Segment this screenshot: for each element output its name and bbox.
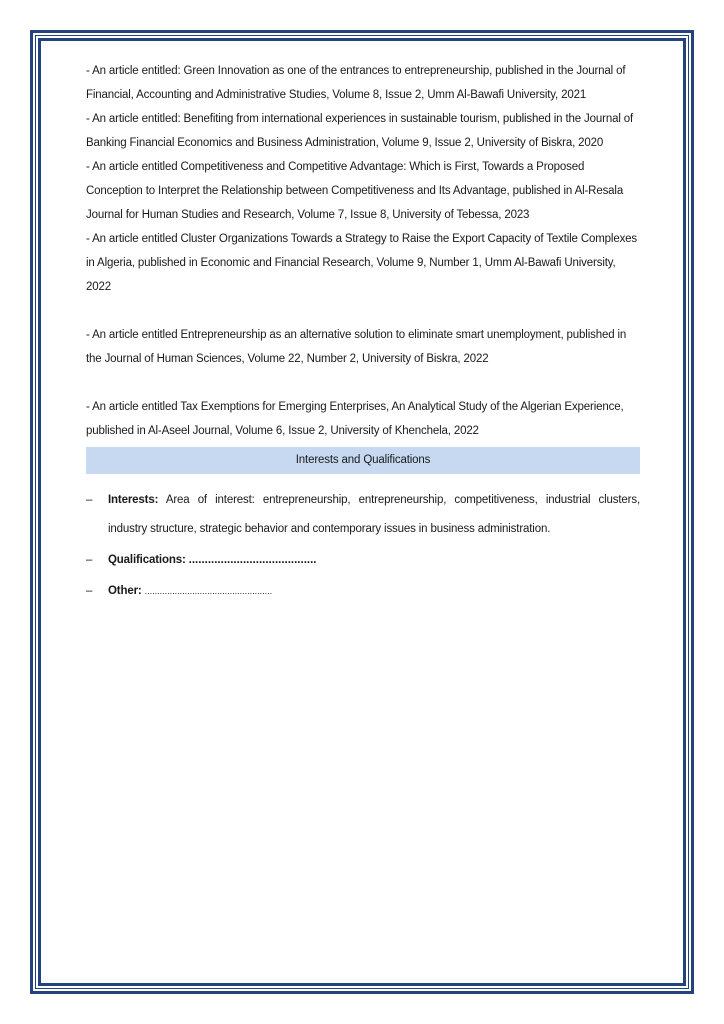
publication-entry: - An article entitled: Benefiting from international experiences in sustainable tourism, published in the Journal of Banking Financial Economics and Business Administration, Volume 9, Issue 2, University of Biskra, 2020 bbox=[86, 113, 634, 149]
section-header-interests-qualifications: Interests and Qualifications bbox=[86, 447, 640, 474]
publication-entry: - An article entitled: Green Innovation as one of the entrances to entrepreneurship, published in the Journal of Financial, Accounting and Administrative Studies, Volume 8, Issue 2, Umm Al-Bawafi University, 2021 bbox=[86, 65, 626, 101]
other-label: Other: bbox=[108, 585, 142, 597]
page-content bbox=[86, 59, 640, 606]
publication-entry: - An article entitled Cluster Organizations Towards a Strategy to Raise the Export Capacity of Textile Complexes in Algeria, published in Economic and Financial Research, Volume 9, Number 1, Umm Al-Bawafi University, 2022 bbox=[86, 233, 638, 293]
publication-entry: - An article entitled Entrepreneurship as an alternative solution to eliminate smart unemployment, published in the Journal of Human Sciences, Volume 22, Number 2, University of Biskra, 2022 bbox=[86, 329, 627, 365]
publication-entry: - An article entitled Tax Exemptions for Emerging Enterprises, An Analytical Study of the Algerian Experience, published in Al-Aseel Journal, Volume 6, Issue 2, University of Khenchela, 2022 bbox=[86, 401, 624, 437]
dash-bullet-icon: – bbox=[86, 585, 93, 597]
publication-entry: - An article entitled Competitiveness and Competitive Advantage: Which is First, Towards a Proposed Conception to Interpret the Relationship between Competitiveness and Its Advantage, published in Al-Resala Journal for Human Studies and Research, Volume 7, Issue 8, University of Tebessa, 2023 bbox=[86, 161, 624, 221]
interests-label: Interests: bbox=[108, 494, 159, 506]
qualifications-label: Qualifications: bbox=[108, 554, 186, 566]
qualifications-value: ........................................ bbox=[188, 554, 317, 566]
dash-bullet-icon: – bbox=[86, 494, 93, 506]
other-value: ................................................... bbox=[144, 586, 273, 596]
dash-bullet-icon: – bbox=[86, 554, 93, 566]
list-item-other bbox=[86, 577, 640, 606]
interests-text: Area of interest: entrepreneurship, entrepreneurship, competitiveness, industrial clusters, industry structure, strategic behavior and contemporary issues in business administration. bbox=[108, 494, 640, 535]
interests-list bbox=[86, 486, 640, 606]
list-item-interests bbox=[86, 486, 640, 544]
list-item-qualifications bbox=[86, 546, 640, 575]
